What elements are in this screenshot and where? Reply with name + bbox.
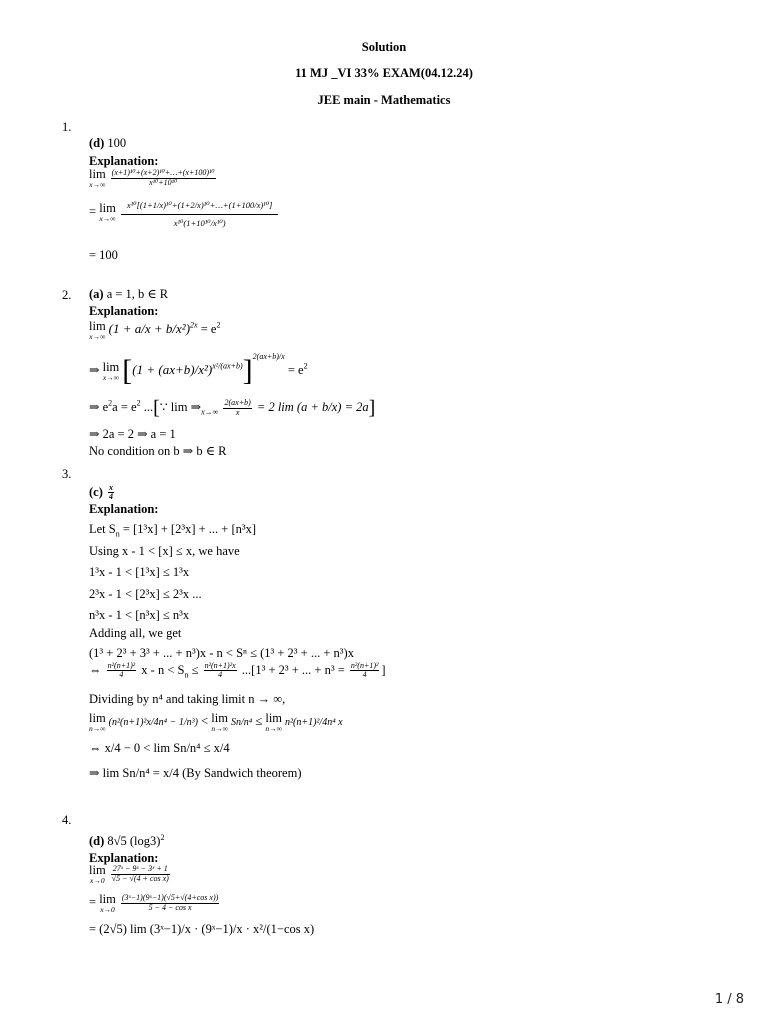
q3-line-11: ⇔ x/4 − 0 < lim Sn/n⁴ ≤ x/4 — [89, 741, 230, 755]
page-number: 1 / 8 — [714, 992, 744, 1007]
q3-line-1: Let $S_n = [1^3x] + [2^3x]$ + ... + [n³x] — [89, 522, 257, 539]
q3-line-4: 2³x - 1 < [2³x] ≤ 2³x ... — [89, 587, 202, 601]
q1-line-1: lim x→∞ $\frac{\text{(x+1)¹⁰+(x+2)¹⁰+…+(x+100)¹⁰}}{\text{x¹⁰+10¹⁰}}$ — [89, 167, 215, 189]
q3-line-8: ⇔ $\frac{\text{n²(n+1)²}}{4}$ $x - n < S_n$ ≤ $\frac{\text{n²(n+1)²x}}{4}$ ...[1³ + 2³ + ... + n³ = $\frac{\text{n²(n+1)²}}{4}$ ] — [89, 661, 386, 680]
q2-explanation-label: Explanation: — [89, 304, 159, 318]
q3-line-10: lim n→∞ (n²(n+1)²x/4n⁴ − 1/n³) < lim n→∞ Sn/n⁴ ≤ lim n→∞ n²(n+1)²/4n⁴ x — [89, 711, 343, 733]
q3-answer: (c) $\frac{x}{4}$ — [89, 483, 113, 502]
q2-line-5: No condition on b ⇒ b ∈ R — [89, 444, 227, 458]
question-number-4: 4. — [62, 813, 72, 827]
q1-line-2: = lim x→∞ $\frac{\text{x¹⁰[(1+1/x)¹⁰+(1+2/x)¹⁰+…+(1+100/x)¹⁰]}}{\text{x¹⁰(1+10¹⁰/x¹⁰)}}$ — [89, 197, 280, 228]
q4-explanation-label: Explanation: — [89, 851, 159, 865]
question-number-1: 1. — [62, 120, 72, 134]
q2-line-3: ⇒ $e^2a = e^2$ ...[∵ $\lim \Rightarrow_{x\to\infty}$ $\frac{2(ax+b)}{x}$ = 2 lim (a + b/x) = 2a] — [89, 397, 376, 419]
q1-result: = 100 — [89, 248, 118, 262]
q3-line-3: 1³x - 1 < [1³x] ≤ 1³x — [89, 565, 190, 579]
q3-line-7: (1³ + 2³ + 3³ + ... + n³)x - n < Sⁿ ≤ (1³ + 2³ + ... + n³)x — [89, 646, 354, 660]
question-number-3: 3. — [62, 467, 72, 481]
q4-line-1: lim x→0 $\frac{\text{27ˣ − 9ˣ − 3ˣ + 1}}{\text{√5 − √(4 + cos x)}}$ — [89, 863, 169, 885]
q2-answer: (a) a = 1, b ∈ R — [89, 287, 169, 301]
q3-line-5: n³x - 1 < [n³x] ≤ n³x — [89, 608, 190, 622]
q3-line-9: Dividing by n⁴ and taking limit n → ∞, — [89, 692, 286, 706]
doc-title: Solution — [361, 40, 407, 54]
q2-line-1: lim x→∞ $(1 + a/x + b/x^2)^{2x} = e^2$ — [89, 319, 221, 341]
q1-explanation-label: Explanation: — [89, 154, 159, 168]
q3-line-6: Adding all, we get — [89, 626, 182, 640]
q1-answer: (d) 100 — [89, 136, 127, 150]
question-number-2: 2. — [62, 288, 72, 302]
q4-answer: (d) 8√5 $(\log 3)^2$ — [89, 833, 165, 849]
q3-line-2: Using x - 1 < [x] ≤ x, we have — [89, 544, 240, 558]
subject-title: JEE main - Mathematics — [317, 93, 451, 107]
q4-line-3: = (2√5) lim (3ˣ−1)/x · (9ˣ−1)/x · x²/(1−cos x) — [89, 922, 315, 936]
q2-line-2: ⇒ lim x→∞ $[(1 + (ax+b)/x^2)^{x^2/(ax+b)}]^{2(ax+b)/x} = e^2$ — [89, 351, 308, 387]
q3-explanation-label: Explanation: — [89, 502, 159, 516]
exam-title: 11 MJ _VI 33% EXAM(04.12.24) — [295, 66, 473, 80]
q4-line-2: = lim x→0 $\frac{\text{(3ˣ−1)(9ˣ−1)(√5+√(4+cos x))}}{\text{5 − 4 − cos x}}$ — [89, 892, 219, 914]
q2-line-4: ⇒ 2a = 2 ⇒ a = 1 — [89, 427, 176, 441]
q3-line-12: ⇒ lim Sn/n⁴ = x/4 (By Sandwich theorem) — [89, 766, 302, 780]
